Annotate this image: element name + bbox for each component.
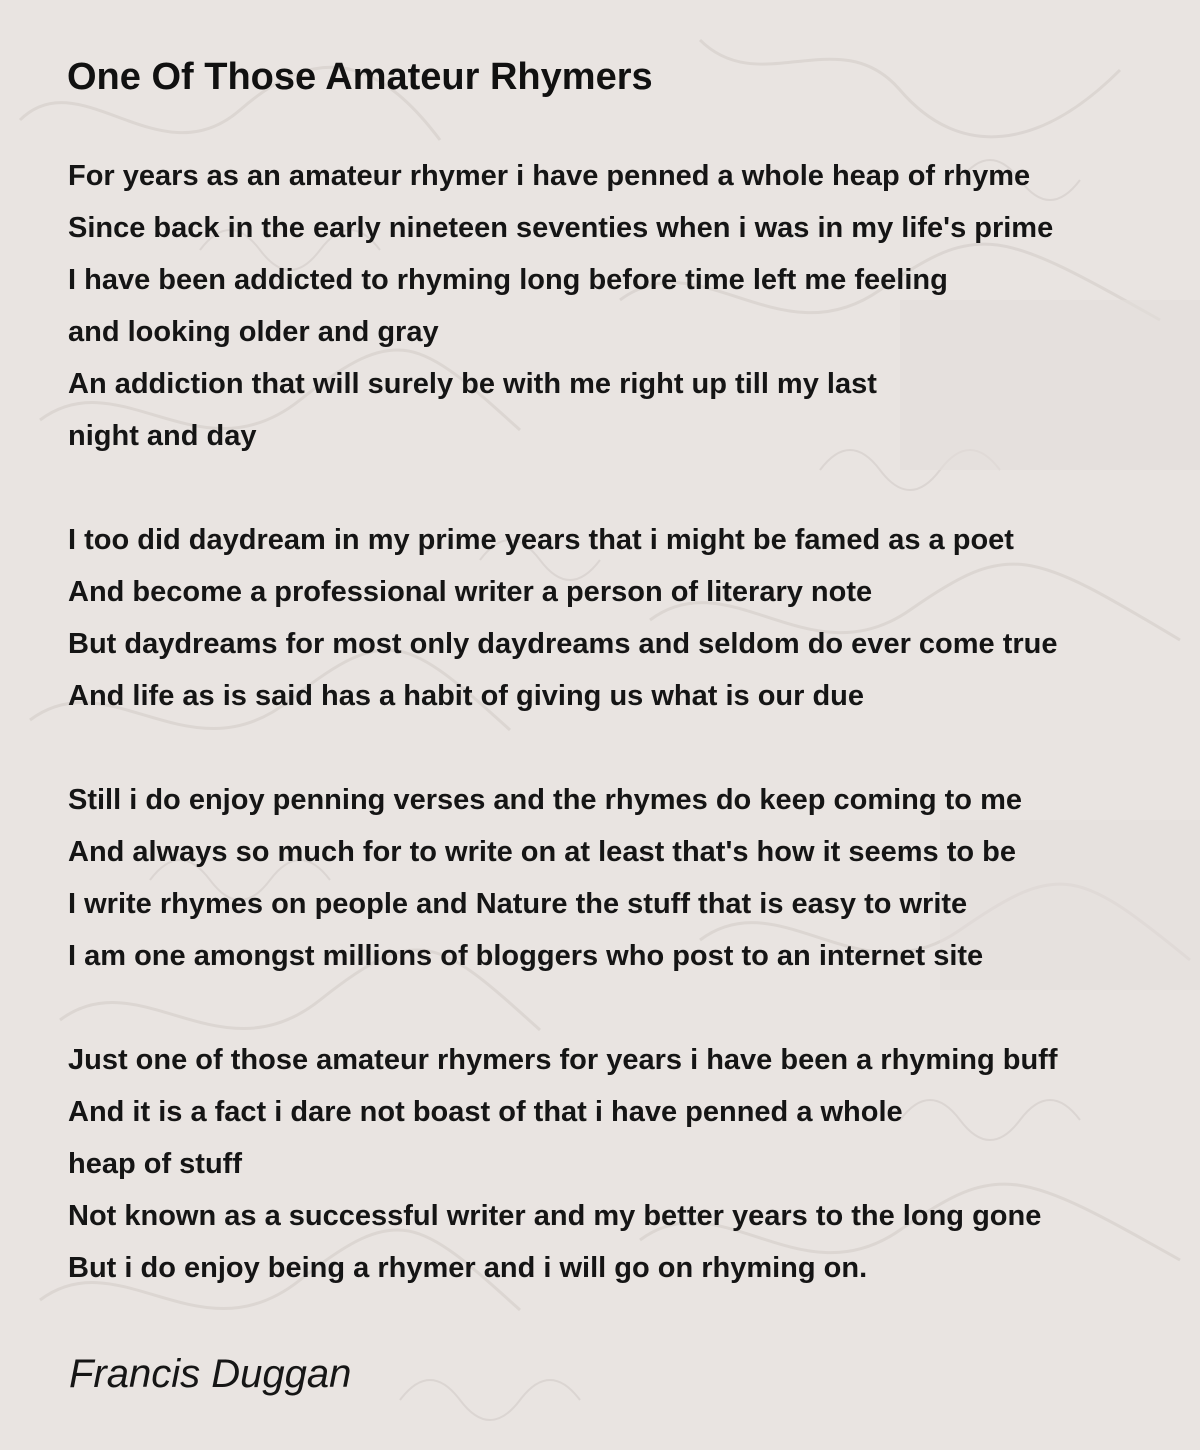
stanza-1: [68, 150, 1188, 462]
poem-title: One Of Those Amateur Rhymers: [67, 56, 653, 98]
poem-line: An addiction that will surely be with me right up till my last: [68, 368, 877, 400]
poem-line: Just one of those amateur rhymers for years i have been a rhyming buff: [68, 1044, 1058, 1076]
poem-line: Still i do enjoy penning verses and the rhymes do keep coming to me: [68, 784, 1022, 816]
poem-line: But i do enjoy being a rhymer and i will go on rhyming on.: [68, 1252, 868, 1284]
poem-line: I have been addicted to rhyming long before time left me feeling: [68, 264, 948, 296]
stanza-2: [68, 514, 1188, 722]
poem-line: night and day: [68, 420, 257, 452]
poem-line: heap of stuff: [68, 1148, 242, 1180]
poem-body: [68, 150, 1188, 1346]
poem-line: I write rhymes on people and Nature the stuff that is easy to write: [68, 888, 968, 920]
poem-line: Not known as a successful writer and my better years to the long gone: [68, 1200, 1042, 1232]
poem-line: Since back in the early nineteen seventies when i was in my life's prime: [68, 212, 1054, 244]
stanza-3: [68, 774, 1188, 982]
poem-line: But daydreams for most only daydreams and seldom do ever come true: [68, 628, 1058, 660]
poem-line: I too did daydream in my prime years that i might be famed as a poet: [68, 524, 1014, 556]
poem-line: And it is a fact i dare not boast of that i have penned a whole: [68, 1096, 903, 1128]
poem-line: For years as an amateur rhymer i have penned a whole heap of rhyme: [68, 160, 1031, 192]
poem-line: I am one amongst millions of bloggers who post to an internet site: [68, 940, 984, 972]
poem-author: Francis Duggan: [69, 1352, 352, 1396]
poem-line: And always so much for to write on at least that's how it seems to be: [68, 836, 1016, 868]
poem-line: And become a professional writer a person of literary note: [68, 576, 873, 608]
stanza-4: [68, 1034, 1188, 1294]
poem-line: and looking older and gray: [68, 316, 439, 348]
poem-line: And life as is said has a habit of giving us what is our due: [68, 680, 865, 712]
